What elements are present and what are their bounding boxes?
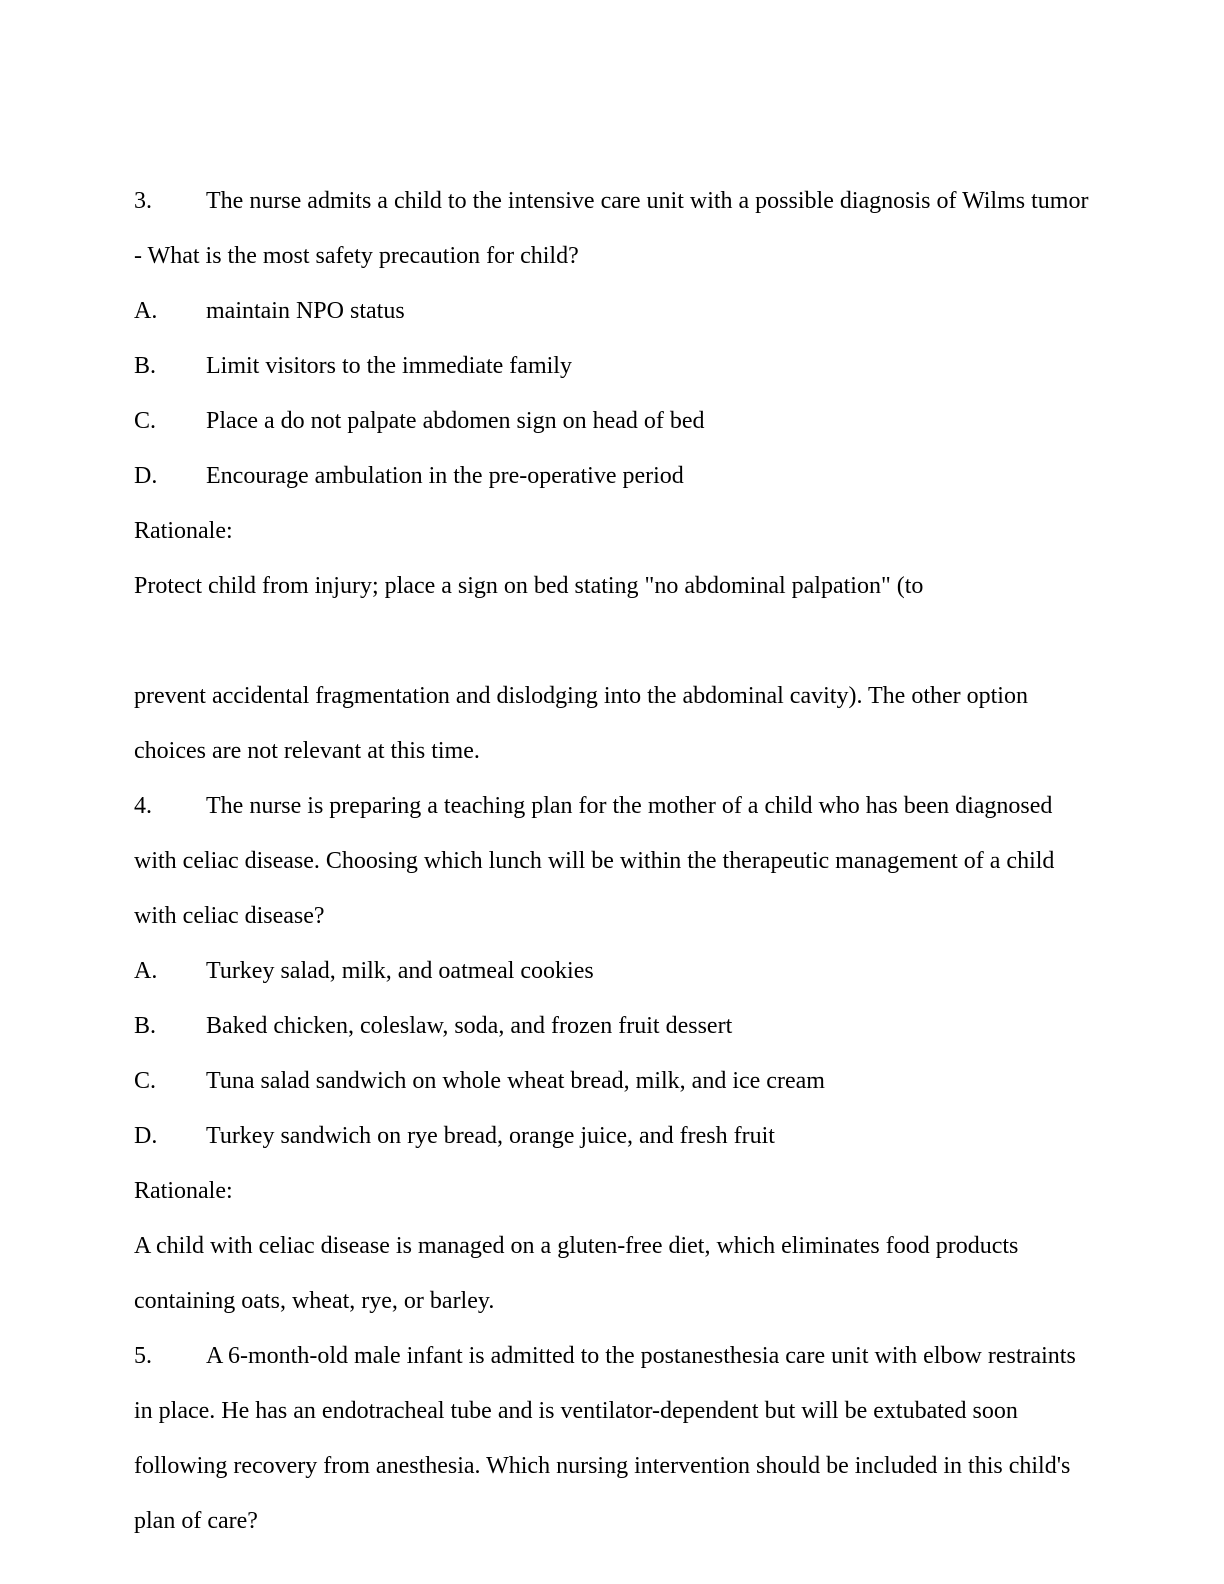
line-text: Limit visitors to the immediate family xyxy=(206,353,572,379)
text-line xyxy=(134,1494,1090,1549)
line-text: Rationale: xyxy=(134,518,233,544)
line-text: with celiac disease? xyxy=(134,903,325,929)
list-marker: 5. xyxy=(134,1343,152,1369)
text-line xyxy=(134,999,1090,1054)
list-marker: D. xyxy=(134,1123,158,1149)
line-text: maintain NPO status xyxy=(206,298,405,324)
line-text: The nurse admits a child to the intensive care unit with a possible diagnosis of Wilms tumor xyxy=(206,188,1089,214)
text-line xyxy=(134,1164,1090,1219)
line-text: plan of care? xyxy=(134,1508,258,1534)
text-line xyxy=(134,394,1090,449)
text-line xyxy=(134,559,1090,614)
list-marker: D. xyxy=(134,463,158,489)
text-line xyxy=(134,1219,1090,1274)
line-text: Encourage ambulation in the pre-operative period xyxy=(206,463,684,489)
list-marker: B. xyxy=(134,1013,157,1039)
text-line xyxy=(134,174,1090,229)
line-text: with celiac disease. Choosing which lunch will be within the therapeutic management of a child xyxy=(134,848,1055,874)
text-line xyxy=(134,779,1090,834)
line-text: Tuna salad sandwich on whole wheat bread, milk, and ice cream xyxy=(206,1068,825,1094)
list-marker: B. xyxy=(134,353,157,379)
list-marker: C. xyxy=(134,408,157,434)
text-line xyxy=(134,1384,1090,1439)
text-line xyxy=(134,449,1090,504)
line-text: Protect child from injury; place a sign on bed stating "no abdominal palpation" (to xyxy=(134,573,924,599)
line-text: The nurse is preparing a teaching plan for the mother of a child who has been diagnosed xyxy=(206,793,1053,819)
line-text: Turkey salad, milk, and oatmeal cookies xyxy=(206,958,594,984)
text-line xyxy=(134,229,1090,284)
text-line xyxy=(134,1439,1090,1494)
text-line xyxy=(134,1329,1090,1384)
text-line xyxy=(134,284,1090,339)
list-marker: C. xyxy=(134,1068,157,1094)
line-text: A child with celiac disease is managed on a gluten-free diet, which eliminates food products xyxy=(134,1233,1019,1259)
list-marker: 4. xyxy=(134,793,152,819)
line-text: - What is the most safety precaution for child? xyxy=(134,243,579,269)
line-text: following recovery from anesthesia. Which nursing intervention should be included in this child's xyxy=(134,1453,1071,1479)
line-text: prevent accidental fragmentation and dislodging into the abdominal cavity). The other option xyxy=(134,683,1028,709)
line-text: A 6-month-old male infant is admitted to the postanesthesia care unit with elbow restraints xyxy=(206,1343,1076,1369)
line-text: containing oats, wheat, rye, or barley. xyxy=(134,1288,495,1314)
text-line xyxy=(134,1274,1090,1329)
list-marker: 3. xyxy=(134,188,152,214)
text-line xyxy=(134,504,1090,559)
list-marker: A. xyxy=(134,958,158,984)
text-line xyxy=(134,1109,1090,1164)
text-line xyxy=(134,724,1090,779)
line-text: Rationale: xyxy=(134,1178,233,1204)
line-text: choices are not relevant at this time. xyxy=(134,738,480,764)
text-line xyxy=(134,834,1090,889)
text-line xyxy=(134,944,1090,999)
text-line xyxy=(134,1054,1090,1109)
blank-line xyxy=(134,614,1090,669)
document-content xyxy=(134,174,1090,1549)
text-line xyxy=(134,889,1090,944)
line-text: Place a do not palpate abdomen sign on head of bed xyxy=(206,408,705,434)
line-text: Baked chicken, coleslaw, soda, and frozen fruit dessert xyxy=(206,1013,733,1039)
list-marker: A. xyxy=(134,298,158,324)
line-text: in place. He has an endotracheal tube and is ventilator-dependent but will be extubated soon xyxy=(134,1398,1018,1424)
line-text: Turkey sandwich on rye bread, orange juice, and fresh fruit xyxy=(206,1123,775,1149)
text-line xyxy=(134,339,1090,394)
text-line xyxy=(134,669,1090,724)
